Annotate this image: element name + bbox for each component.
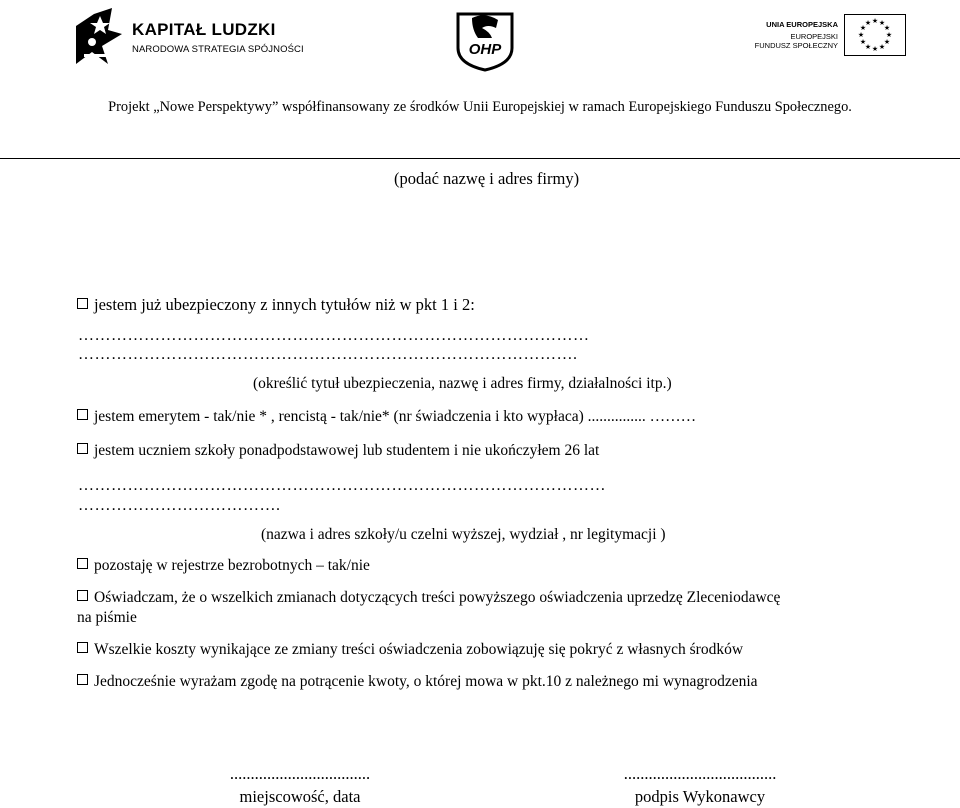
signature-label: podpis Wykonawcy — [634, 787, 766, 806]
project-line: Projekt „Nowe Perspektywy” współfinansowany ze środków Unii Europejskiej w ramach Europejskiego Funduszu Społecznego. — [108, 99, 852, 115]
checkbox-item-notify — [77, 589, 780, 607]
item-student-text: jestem uczniem szkoły ponadpodstawowej lub studentem i nie ukończyłem 26 lat — [94, 442, 600, 459]
kapital-ludzki-emblem-icon — [72, 6, 124, 66]
checkbox-item-unemployed — [77, 557, 370, 575]
svg-text:★: ★ — [883, 24, 891, 32]
place-date-label: miejscowość, data — [239, 787, 361, 806]
checkbox-icon[interactable] — [77, 590, 88, 601]
firm-caption: (podać nazwę i adres firmy) — [394, 169, 580, 188]
kapital-ludzki-logo — [72, 6, 302, 66]
svg-text:★: ★ — [883, 38, 891, 46]
svg-text:★: ★ — [864, 43, 872, 51]
eu-line-3: FUNDUSZ SPOŁECZNY — [754, 41, 838, 50]
svg-text:★: ★ — [859, 38, 867, 46]
svg-text:★: ★ — [885, 31, 893, 39]
checkbox-icon[interactable] — [77, 409, 88, 420]
checkbox-icon[interactable] — [77, 558, 88, 569]
header-divider — [0, 158, 960, 159]
kapital-ludzki-title: KAPITAŁ LUDZKI — [132, 20, 276, 39]
signature-dots: ..................................... — [623, 764, 777, 783]
item-pensioner-text: jestem emerytem - tak/nie * , rencistą - tak/nie* (nr świadczenia i kto wypłaca) ............... ……… — [94, 408, 697, 425]
svg-text:★: ★ — [864, 19, 872, 27]
svg-text:★: ★ — [878, 43, 886, 51]
checkbox-icon[interactable] — [77, 674, 88, 685]
dotted-line-4: ………………………………. — [78, 497, 281, 514]
checkbox-icon[interactable] — [77, 298, 88, 309]
svg-text:★: ★ — [878, 19, 886, 27]
ohp-shield-icon — [452, 8, 518, 72]
checkbox-item-student — [77, 442, 599, 460]
place-date-dots: .................................. — [229, 764, 371, 783]
item-notify-text: Oświadczam, że o wszelkich zmianach dotyczących treści powyższego oświadczenia uprzedzę Zleceniodawcę — [94, 589, 781, 606]
checkbox-item-consent — [77, 673, 758, 691]
school-caption: (nazwa i adres szkoły/u czelni wyższej, wydział , nr legitymacji ) — [261, 526, 666, 543]
eu-line-2: EUROPEJSKI — [790, 32, 838, 41]
svg-text:★: ★ — [859, 24, 867, 32]
checkbox-item-insured — [77, 295, 475, 315]
ohp-text: OHP — [468, 41, 502, 58]
svg-text:★: ★ — [871, 17, 879, 25]
svg-text:★: ★ — [857, 31, 865, 39]
svg-text:★: ★ — [871, 45, 879, 53]
ohp-logo — [452, 8, 518, 72]
checkbox-icon[interactable] — [77, 443, 88, 454]
eu-line-1: UNIA EUROPEJSKA — [766, 20, 838, 29]
dotted-line-3: …………………………………………………………………………………… — [78, 477, 606, 494]
item-notify-text-line2: na piśmie — [77, 609, 137, 626]
checkbox-item-costs — [77, 641, 743, 659]
dotted-line-1: ………………………………………………………………………………… — [78, 327, 590, 344]
insurance-caption: (określić tytuł ubezpieczenia, nazwę i adres firmy, działalności itp.) — [253, 375, 672, 392]
item-insured-text: jestem już ubezpieczony z innych tytułów niż w pkt 1 i 2: — [94, 295, 475, 314]
kapital-ludzki-subtitle: NARODOWA STRATEGIA SPÓJNOŚCI — [132, 44, 304, 55]
eu-flag-icon — [844, 14, 906, 56]
eu-logo — [754, 14, 909, 58]
checkbox-icon[interactable] — [77, 642, 88, 653]
item-unemployed-text: pozostaję w rejestrze bezrobotnych – tak/nie — [94, 557, 370, 574]
dotted-line-2: ………………………………………………………………………………. — [78, 346, 578, 363]
item-consent-text: Jednocześnie wyrażam zgodę na potrącenie kwoty, o której mowa w pkt.10 z należnego mi wynagrodzenia — [94, 673, 758, 690]
checkbox-item-pensioner — [77, 408, 696, 426]
item-costs-text: Wszelkie koszty wynikające ze zmiany treści oświadczenia zobowiązuję się pokryć z własnych środków — [94, 641, 744, 658]
